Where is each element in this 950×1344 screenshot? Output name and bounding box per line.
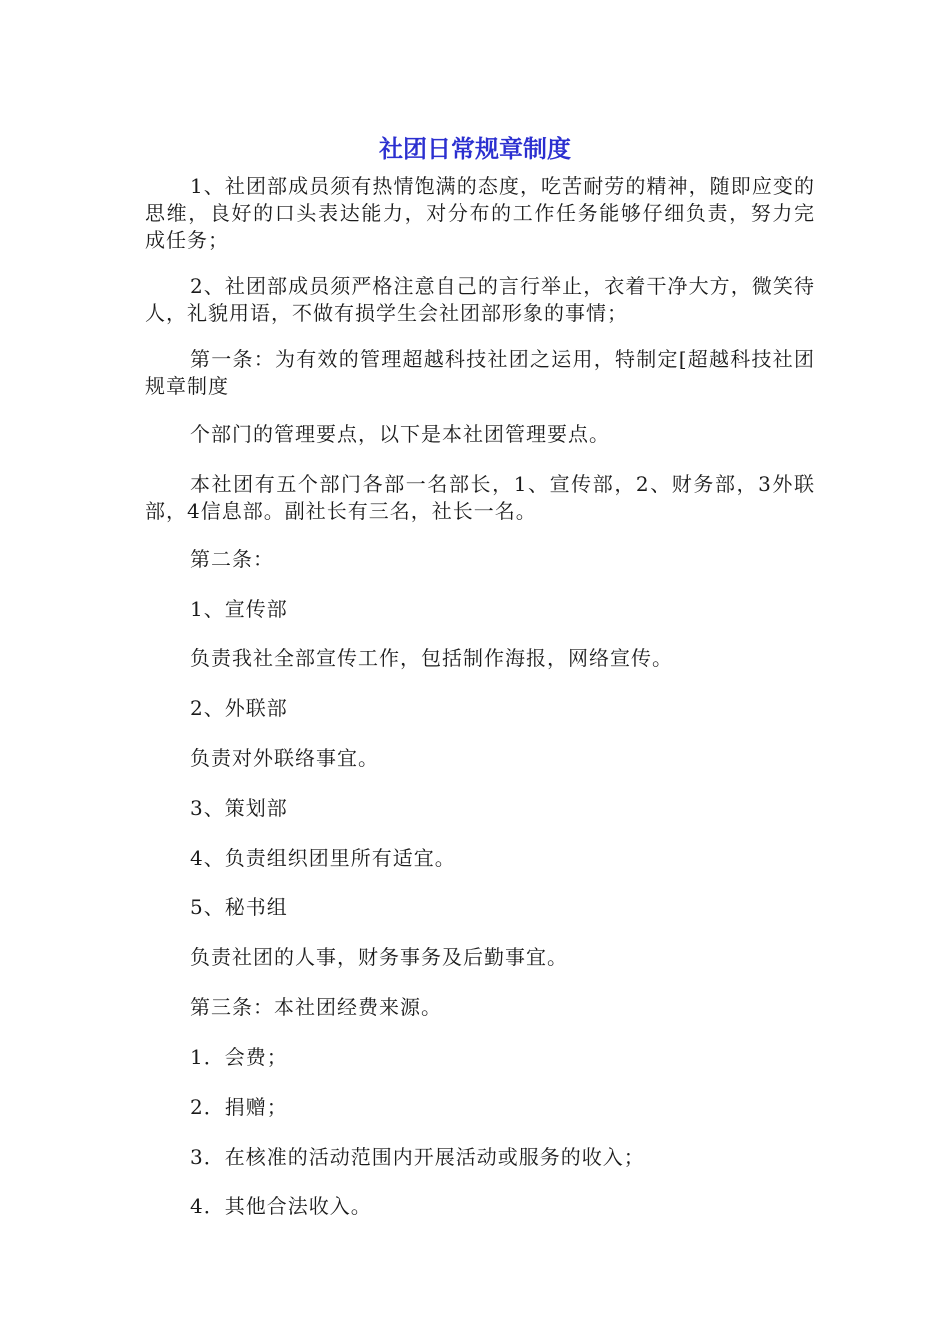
paragraph-5: 本社团有五个部门各部一名部长，1、宣传部，2、财务部，3外联部，4信息部。副社长有三名，社长一名。 bbox=[145, 472, 815, 523]
paragraph-12: 4、负责组织团里所有适宜。 bbox=[190, 846, 456, 870]
paragraph-19: 4．其他合法收入。 bbox=[190, 1194, 372, 1218]
paragraph-7: 1、宣传部 bbox=[190, 597, 288, 621]
paragraph-16: 1．会费； bbox=[190, 1045, 288, 1069]
paragraph-8: 负责我社全部宣传工作，包括制作海报，网络宣传。 bbox=[190, 646, 673, 670]
paragraph-1: 1、社团部成员须有热情饱满的态度，吃苦耐劳的精神，随即应变的思维，良好的口头表达能力，对分布的工作任务能够仔细负责，努力完成任务； bbox=[145, 174, 815, 252]
paragraph-17: 2．捐赠； bbox=[190, 1095, 288, 1119]
paragraph-14: 负责社团的人事，财务事务及后勤事宜。 bbox=[190, 945, 568, 969]
paragraph-9: 2、外联部 bbox=[190, 696, 288, 720]
document-title: 社团日常规章制度 bbox=[379, 135, 571, 163]
paragraph-13: 5、秘书组 bbox=[190, 895, 288, 919]
paragraph-3: 第一条：为有效的管理超越科技社团之运用，特制定[超越科技社团规章制度 bbox=[145, 347, 815, 398]
paragraph-15: 第三条：本社团经费来源。 bbox=[190, 995, 442, 1019]
paragraph-6: 第二条： bbox=[190, 547, 274, 571]
paragraph-2: 2、社团部成员须严格注意自己的言行举止，衣着干净大方，微笑待人，礼貌用语，不做有损学生会社团部形象的事情； bbox=[145, 274, 815, 325]
paragraph-10: 负责对外联络事宜。 bbox=[190, 746, 379, 770]
paragraph-4: 个部门的管理要点，以下是本社团管理要点。 bbox=[190, 422, 610, 446]
paragraph-11: 3、策划部 bbox=[190, 796, 288, 820]
paragraph-18: 3．在核准的活动范围内开展活动或服务的收入； bbox=[190, 1145, 645, 1169]
